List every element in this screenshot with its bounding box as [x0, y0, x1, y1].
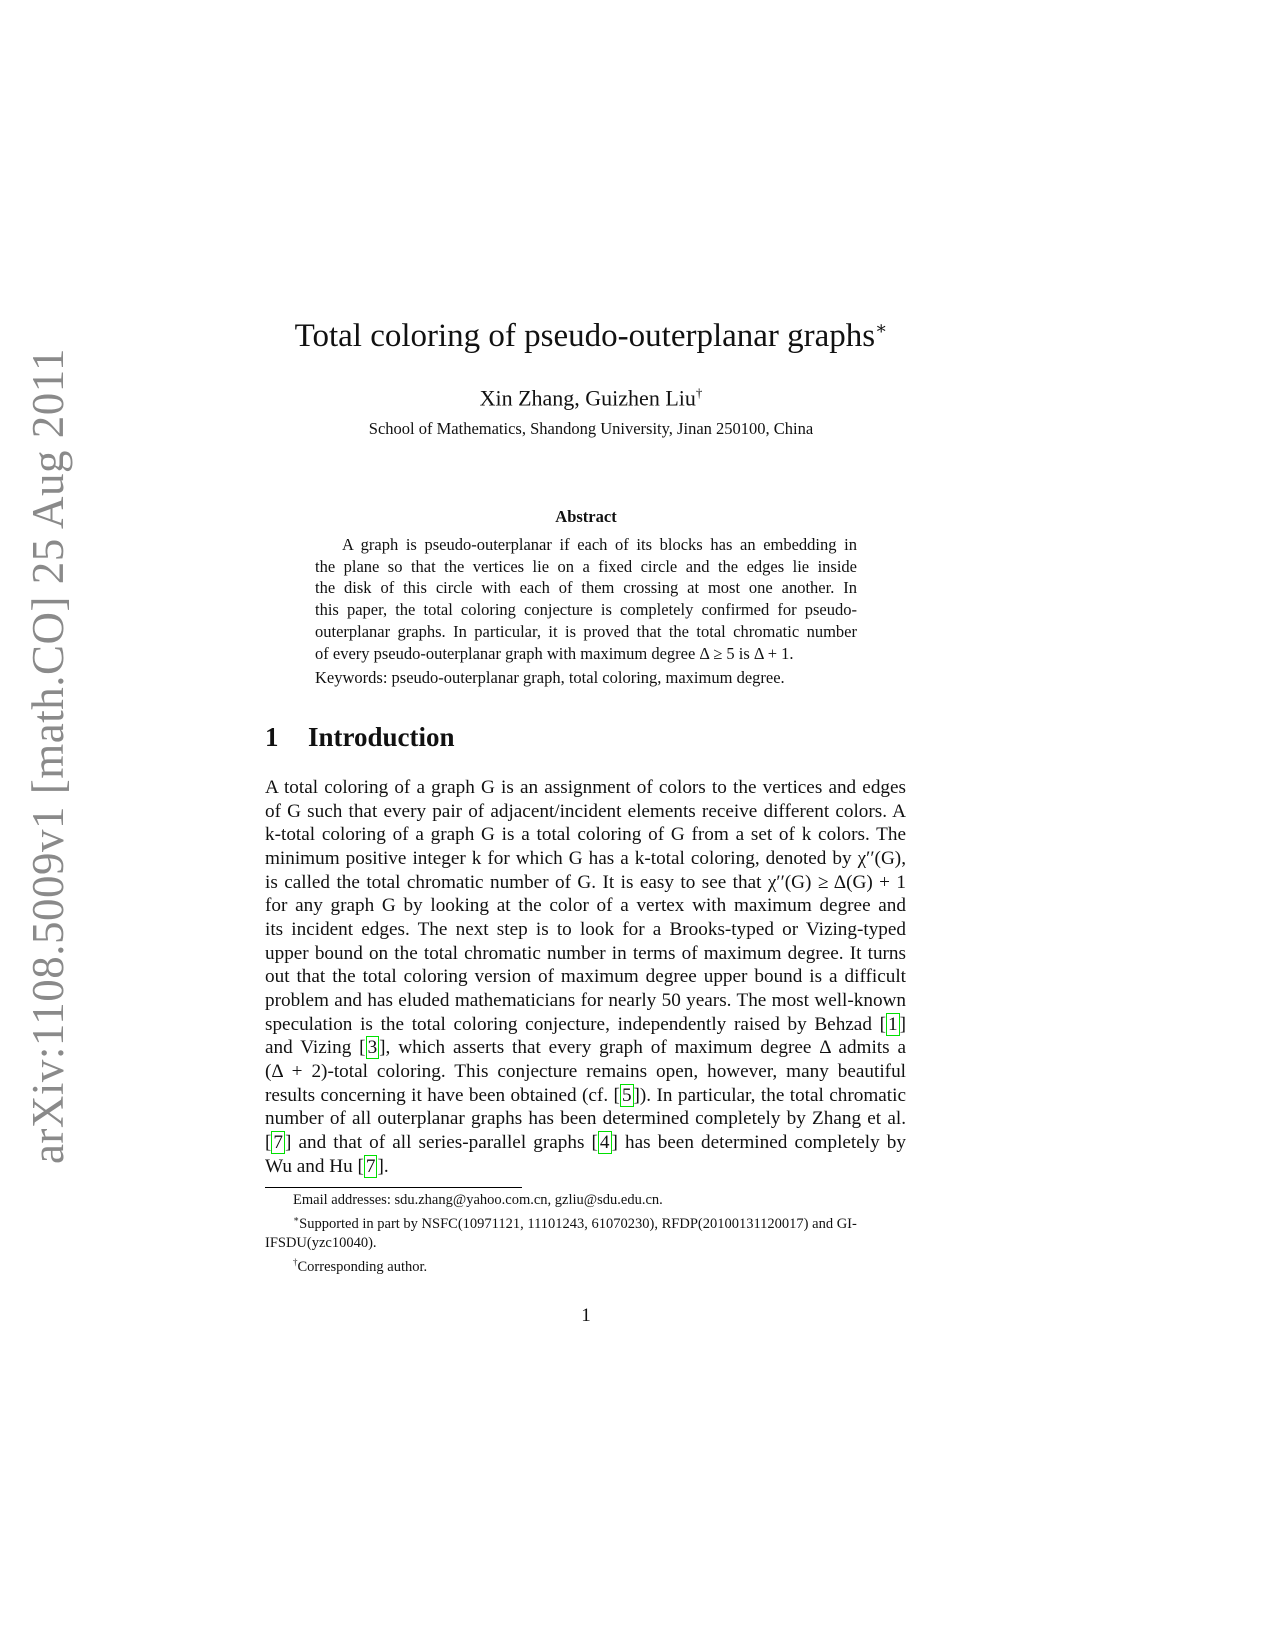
citation-link[interactable]: 3: [367, 1037, 378, 1059]
footnote-text: Supported in part by NSFC(10971121, 11101243, 61070230), RFDP(20100131120017) and GI-: [299, 1215, 857, 1232]
authors: [0, 385, 1182, 411]
title-text: Total coloring of pseudo-outerplanar graphs: [294, 318, 876, 354]
author-footnote-mark[interactable]: †: [695, 385, 703, 400]
footnote: [265, 1234, 906, 1253]
text-segment: out that the total coloring version of maximum degree upper bound is a difficult: [265, 966, 906, 988]
text-segment: ] has been determined completely by: [611, 1131, 906, 1153]
footnote: [265, 1253, 906, 1277]
abstract-line: the plane so that the vertices lie on a fixed circle and the edges lie inside: [315, 556, 857, 576]
text-segment: number of all outerplanar graphs has been determined completely by Zhang et al.: [265, 1108, 906, 1130]
section-heading: [265, 722, 455, 753]
text-segment: k-total coloring of a graph G is a total coloring of G from a set of k colors. The: [265, 824, 906, 846]
body-line: [265, 918, 906, 942]
text-segment: and Vizing [: [265, 1037, 366, 1059]
body-line: [265, 1131, 906, 1155]
body-line: [265, 847, 906, 871]
text-segment: ] and that of all series-parallel graphs [: [284, 1131, 598, 1153]
arxiv-stamp: arXiv:1108.5009v1 [math.CO] 25 Aug 2011: [23, 347, 73, 1165]
abstract-line: of every pseudo-outerplanar graph with maximum degree Δ ≥ 5 is Δ + 1.: [315, 643, 794, 663]
citation-link[interactable]: 4: [599, 1131, 610, 1153]
authors-text: Xin Zhang, Guizhen Liu: [479, 385, 696, 411]
footnote: [265, 1191, 906, 1210]
abstract-heading: Abstract: [555, 507, 617, 526]
keywords: Keywords: pseudo-outerplanar graph, total coloring, maximum degree.: [315, 668, 785, 687]
body-line: [265, 1013, 906, 1037]
text-segment: (Δ + 2)-total coloring. This conjecture remains open, however, many beautiful: [265, 1060, 906, 1082]
text-segment: minimum positive integer k for which G has a k-total coloring, denoted by χ′′(G),: [265, 847, 906, 869]
footnote-text: IFSDU(yzc10040).: [265, 1234, 377, 1251]
text-segment: of G such that every pair of adjacent/incident elements receive different colors. A: [265, 800, 906, 822]
abstract-line: the disk of this circle with each of them crossing at most one another. In: [315, 578, 857, 598]
body-line: [265, 965, 906, 989]
footnote-text: Corresponding author.: [297, 1258, 428, 1275]
footnote-mark: †: [293, 1256, 298, 1267]
abstract-body: [315, 534, 857, 664]
text-segment: ]). In particular, the total chromatic: [633, 1084, 906, 1106]
body-line: [265, 800, 906, 824]
body-line: [265, 989, 906, 1013]
page-number: 1: [581, 1305, 591, 1326]
body-line: [265, 871, 906, 895]
footnotes: [265, 1191, 906, 1277]
abstract-line: this paper, the total coloring conjecture is completely confirmed for pseudo-: [315, 600, 857, 620]
text-segment: its incident edges. The next step is to look for a Brooks-typed or Vizing-typed: [265, 918, 906, 940]
citation-link[interactable]: 1: [888, 1013, 898, 1035]
affiliation: School of Mathematics, Shandong University, Jinan 250100, China: [368, 419, 814, 438]
footnote-rule: [265, 1187, 522, 1188]
footnote-text: Email addresses: sdu.zhang@yahoo.com.cn, gzliu@sdu.edu.cn.: [293, 1192, 663, 1208]
section-title: Introduction: [308, 722, 455, 752]
footnote: [265, 1210, 906, 1234]
citation-link[interactable]: 5: [621, 1084, 632, 1106]
body-line: [265, 1060, 906, 1084]
section-number: 1: [265, 722, 279, 752]
paper-title: [0, 318, 1182, 355]
body-line: [265, 776, 906, 800]
footnote-mark: ∗: [293, 1214, 300, 1224]
body-line: [265, 1036, 906, 1060]
introduction-body: [265, 776, 906, 1178]
body-line: [265, 1107, 906, 1131]
text-segment: speculation is the total coloring conjecture, independently raised by Behzad [: [265, 1013, 887, 1035]
body-line: [265, 942, 906, 966]
text-segment: for any graph G by looking at the color of a vertex with maximum degree and: [265, 895, 906, 917]
text-segment: problem and has eluded mathematicians for nearly 50 years. The most well-known: [265, 989, 906, 1011]
abstract-line: A graph is pseudo-outerplanar if each of its blocks has an embedding in: [342, 535, 857, 554]
citation-link[interactable]: 7: [365, 1155, 376, 1177]
text-segment: ]: [899, 1013, 906, 1035]
text-segment: ].: [377, 1155, 389, 1177]
abstract-line: outerplanar graphs. In particular, it is proved that the total chromatic number: [315, 621, 857, 641]
text-segment: A total coloring of a graph G is an assignment of colors to the vertices and edges: [265, 777, 906, 798]
text-segment: Wu and Hu [: [265, 1155, 364, 1177]
text-segment: results concerning it have been obtained (cf. [: [265, 1084, 620, 1106]
body-line: [265, 823, 906, 847]
body-line: [265, 894, 906, 918]
text-segment: is called the total chromatic number of G. It is easy to see that χ′′(G) ≥ Δ(G) + 1: [265, 871, 906, 893]
text-segment: upper bound on the total chromatic number in terms of maximum degree. It turns: [265, 942, 906, 964]
text-segment: [: [265, 1131, 272, 1153]
body-line: [265, 1155, 906, 1179]
body-line: [265, 1084, 906, 1108]
citation-link[interactable]: 7: [273, 1131, 283, 1153]
title-footnote-mark[interactable]: ∗: [875, 318, 888, 338]
text-segment: ], which asserts that every graph of maximum degree Δ admits a: [379, 1037, 906, 1059]
